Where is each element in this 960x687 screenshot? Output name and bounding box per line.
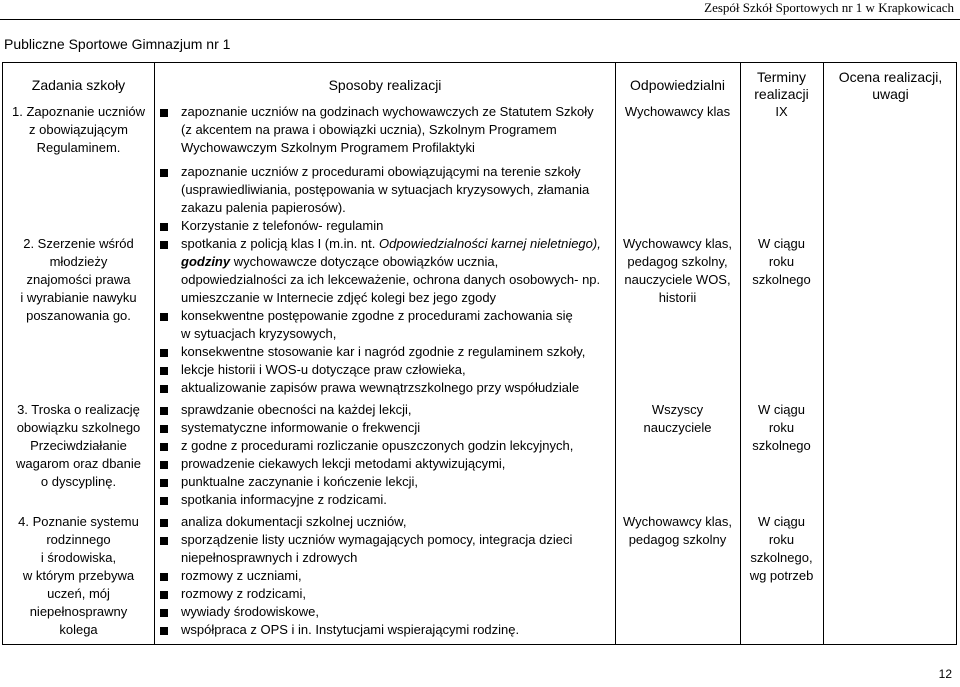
responsible-text: nauczyciele WOS, — [624, 272, 731, 287]
deadline-text: W ciągu — [758, 236, 805, 251]
method-text: odpowiedzialności za ich lekceważenie, ochrona danych osobowych- np. — [181, 272, 601, 287]
task-text: młodzieży — [49, 254, 108, 269]
method-text: zakazu palenia papierosów). — [181, 200, 346, 215]
column-divider — [615, 63, 616, 644]
method-text: analiza dokumentacji szkolnej uczniów, — [181, 514, 407, 529]
plan-table — [2, 62, 957, 645]
responsible-text: historii — [658, 290, 697, 305]
bullet-icon — [160, 479, 168, 487]
task-text: 2. Szerzenie wśród — [23, 236, 134, 251]
bullet-icon — [160, 537, 168, 545]
task-text: o dyscyplinę. — [40, 474, 117, 489]
column-divider — [154, 63, 155, 644]
bullet-icon — [160, 443, 168, 451]
task-text: 1. Zapoznanie uczniów — [12, 104, 145, 119]
bullet-icon — [160, 169, 168, 177]
col-header-responsible: Odpowiedzialni — [630, 77, 725, 93]
deadline-text: wg potrzeb — [749, 568, 814, 583]
method-text: prowadzenie ciekawych lekcji metodami aktywizującymi, — [181, 456, 506, 471]
bullet-icon — [160, 407, 168, 415]
method-text: konsekwentne postępowanie zgodne z procedurami zachowania się — [181, 308, 573, 323]
deadline-text: IX — [775, 104, 788, 119]
bullet-icon — [160, 519, 168, 527]
method-text: w sytuacjach kryzysowych, — [181, 326, 337, 341]
header-divider — [0, 19, 960, 20]
responsible-text: nauczyciele — [643, 420, 712, 435]
bullet-icon — [160, 223, 168, 231]
bullet-icon — [160, 591, 168, 599]
institution-header: Zespół Szkół Sportowych nr 1 w Krapkowicach — [704, 0, 954, 15]
method-text: z godne z procedurami rozliczanie opuszczonych godzin lekcyjnych, — [181, 438, 574, 453]
task-text: rodzinnego — [46, 532, 111, 547]
task-text: i środowiska, — [40, 550, 117, 565]
deadline-text: szkolnego — [752, 438, 811, 453]
responsible-text: pedagog szkolny, — [627, 254, 728, 269]
bullet-icon — [160, 461, 168, 469]
method-text: spotkania informacyjne z rodzicami. — [181, 492, 387, 507]
method-text: rozmowy z rodzicami, — [181, 586, 306, 601]
task-text: i wyrabianie nawyku — [20, 290, 137, 305]
task-text: 3. Troska o realizację — [17, 402, 140, 417]
responsible-text: Wychowawcy klas, — [623, 236, 732, 251]
col-header-deadline: Terminy realizacji — [754, 69, 809, 102]
method-text-italic: Odpowiedzialności karnej nieletniego), — [378, 236, 601, 251]
column-divider — [823, 63, 824, 644]
bullet-icon — [160, 497, 168, 505]
method-text: (z akcentem na prawa i obowiązki ucznia), Szkolnym Programem — [181, 122, 557, 137]
method-text: współpraca z OPS i in. Instytucjami wspierającymi rodzinę. — [181, 622, 520, 637]
method-text: umieszczanie w Internecie zdjęć kolegi bez jego zgody — [181, 290, 497, 305]
page-number: 12 — [938, 667, 952, 681]
method-text: konsekwentne stosowanie kar i nagród zgodnie z regulaminem szkoły, — [181, 344, 586, 359]
task-text: wagarom oraz dbanie — [15, 456, 142, 471]
method-text: niepełnosprawnych i zdrowych — [181, 550, 358, 565]
col-header-methods: Sposoby realizacji — [328, 77, 442, 93]
school-name: Publiczne Sportowe Gimnazjum nr 1 — [4, 36, 231, 52]
deadline-text: W ciągu — [758, 514, 805, 529]
method-text-bold-italic: godziny — [181, 254, 231, 269]
deadline-text: roku — [768, 254, 795, 269]
bullet-icon — [160, 241, 168, 249]
bullet-icon — [160, 573, 168, 581]
method-text: Korzystanie z telefonów- regulamin — [181, 218, 384, 233]
task-text: obowiązku szkolnego — [16, 420, 141, 435]
bullet-icon — [160, 349, 168, 357]
bullet-icon — [160, 313, 168, 321]
bullet-icon — [160, 385, 168, 393]
bullet-icon — [160, 425, 168, 433]
method-line — [181, 253, 498, 271]
bullet-icon — [160, 627, 168, 635]
task-text: znajomości prawa — [26, 272, 131, 287]
task-text: 4. Poznanie systemu — [18, 514, 139, 529]
method-text: lekcje historii i WOS-u dotyczące praw człowieka, — [181, 362, 466, 377]
deadline-text: szkolnego — [752, 272, 811, 287]
col-header-evaluation: Ocena realizacji, uwagi — [838, 69, 943, 102]
bullet-icon — [160, 609, 168, 617]
deadline-text: szkolnego, — [750, 550, 813, 565]
responsible-text: pedagog szkolny — [628, 532, 727, 547]
method-line — [181, 235, 601, 253]
task-text: poszanowania go. — [26, 308, 131, 323]
deadline-text: roku — [768, 532, 795, 547]
method-text: punktualne zaczynanie i kończenie lekcji, — [181, 474, 419, 489]
task-text: kolega — [59, 622, 98, 637]
method-text: sprawdzanie obecności na każdej lekcji, — [181, 402, 412, 417]
task-text: Regulaminem. — [36, 140, 121, 155]
deadline-text: W ciągu — [758, 402, 805, 417]
task-text: w którym przebywa — [22, 568, 135, 583]
responsible-text: Wszyscy — [651, 402, 704, 417]
task-text: Przeciwdziałanie — [30, 438, 127, 453]
task-text: uczeń, mój — [47, 586, 110, 601]
method-text: aktualizowanie zapisów prawa wewnątrzszkolnego przy współudziale — [181, 380, 580, 395]
method-text: (usprawiedliwiania, postępowania w sytuacjach kryzysowych, złamania — [181, 182, 590, 197]
deadline-text: roku — [768, 420, 795, 435]
method-text: rozmowy z uczniami, — [181, 568, 302, 583]
responsible-text: Wychowawcy klas — [624, 104, 731, 119]
bullet-icon — [160, 367, 168, 375]
responsible-text: Wychowawcy klas, — [623, 514, 732, 529]
method-text: wywiady środowiskowe, — [181, 604, 319, 619]
bullet-icon — [160, 109, 168, 117]
method-text: zapoznanie uczniów na godzinach wychowawczych ze Statutem Szkoły — [181, 104, 594, 119]
method-text: systematyczne informowanie o frekwencji — [181, 420, 421, 435]
task-text: z obowiązującym — [29, 122, 128, 137]
method-text: zapoznanie uczniów z procedurami obowiązującymi na terenie szkoły — [181, 164, 581, 179]
col-header-task: Zadania szkoły — [31, 77, 126, 93]
method-text: wychowawcze dotyczące obowiązków ucznia, — [233, 254, 499, 269]
method-text: Wychowawczym Szkolnym Programem Profilaktyki — [181, 140, 475, 155]
method-text: spotkania z policją klas I (m.in. nt. — [181, 236, 376, 251]
task-text: niepełnosprawny — [29, 604, 128, 619]
method-text: sporządzenie listy uczniów wymagających pomocy, integracja dzieci — [181, 532, 573, 547]
